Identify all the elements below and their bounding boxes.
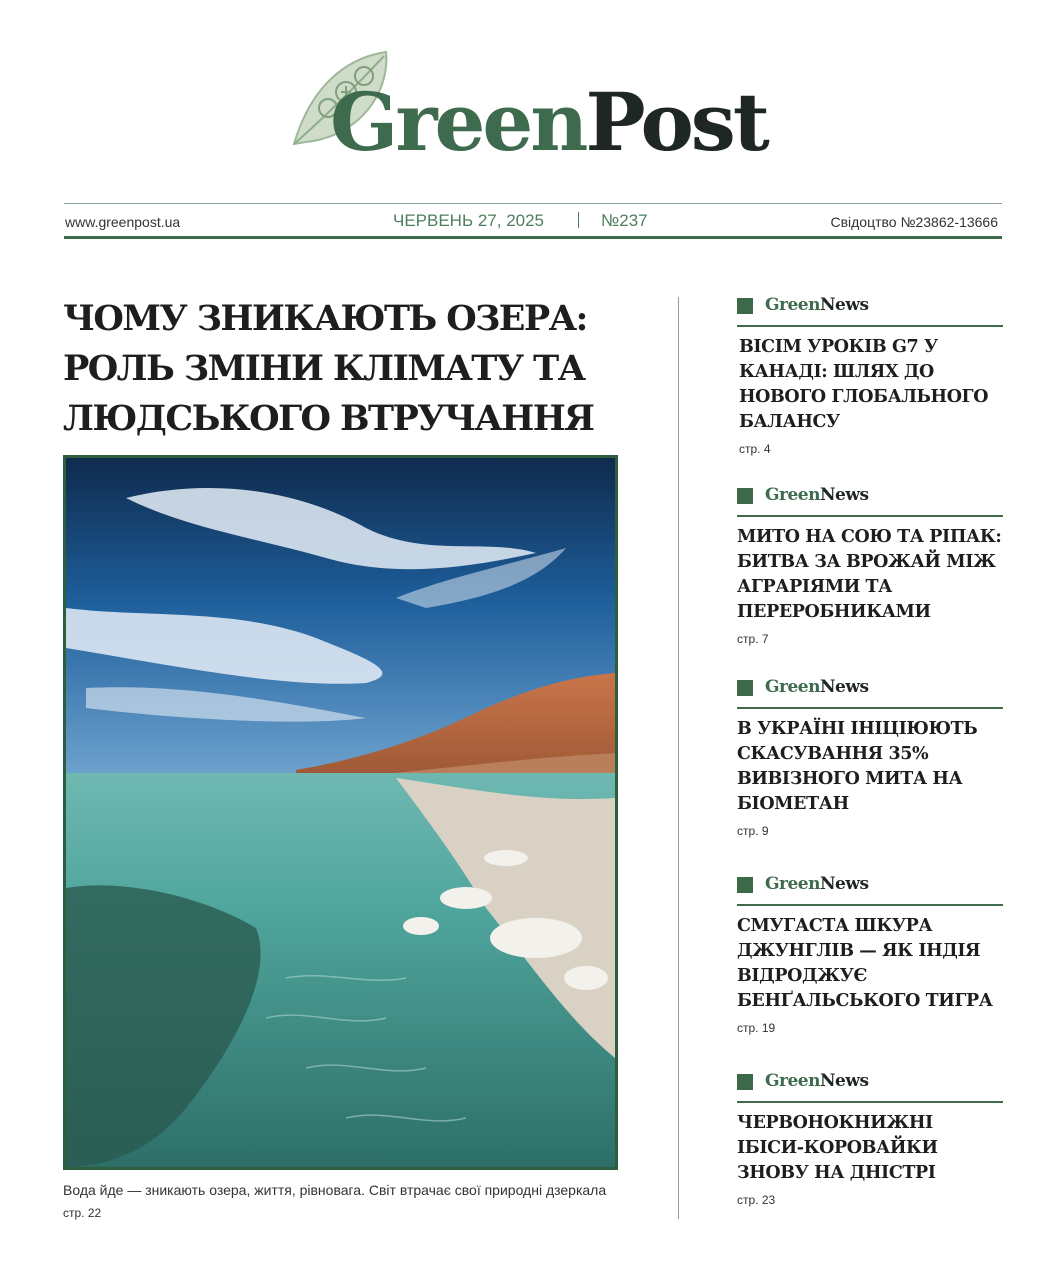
news-label-green: Green bbox=[765, 295, 820, 315]
news-page-reference: стр. 9 bbox=[737, 824, 769, 838]
square-bullet-icon bbox=[737, 877, 753, 893]
news-label-news: News bbox=[819, 1071, 869, 1091]
main-photo[interactable] bbox=[63, 455, 618, 1170]
news-page-reference: стр. 23 bbox=[737, 1193, 776, 1207]
news-headline[interactable]: МИТО НА СОЮ ТА РІПАК: БИТВА ЗА ВРОЖАЙ МІЖ АГРАРІЯМИ ТА ПЕРЕРОБНИКАМИ bbox=[737, 527, 1002, 622]
news-label bbox=[737, 1073, 1003, 1099]
news-page-reference: стр. 19 bbox=[737, 1021, 776, 1035]
news-rule bbox=[737, 707, 1003, 709]
news-item[interactable] bbox=[737, 487, 1003, 646]
news-label-green: Green bbox=[765, 485, 820, 505]
news-rule bbox=[737, 515, 1003, 517]
news-rule bbox=[737, 904, 1003, 906]
square-bullet-icon bbox=[737, 298, 753, 314]
square-bullet-icon bbox=[737, 1074, 753, 1090]
news-section-title bbox=[765, 1071, 869, 1091]
issue-number: №237 bbox=[601, 211, 648, 230]
news-label bbox=[737, 876, 1003, 902]
news-label bbox=[737, 487, 1003, 513]
news-section-title bbox=[765, 677, 869, 697]
greenpost-logo[interactable] bbox=[282, 40, 782, 180]
square-bullet-icon bbox=[737, 488, 753, 504]
news-headline[interactable]: ВІСІМ УРОКІВ G7 У КАНАДІ: ШЛЯХ ДО НОВОГО ГЛОБАЛЬНОГО БАЛАНСУ bbox=[739, 337, 989, 432]
news-item[interactable] bbox=[737, 876, 1003, 1035]
issue-info bbox=[393, 211, 648, 231]
news-label-news: News bbox=[819, 485, 869, 505]
website-link[interactable]: www.greenpost.ua bbox=[65, 214, 181, 230]
masthead-bottom-rule bbox=[64, 236, 1002, 239]
news-label-news: News bbox=[819, 677, 869, 697]
news-item[interactable] bbox=[737, 1073, 1003, 1207]
logo-green: Green bbox=[330, 75, 586, 169]
news-headline[interactable]: СМУГАСТА ШКУРА ДЖУНГЛІВ — ЯК ІНДІЯ ВІДРОДЖУЄ БЕНҐАЛЬСЬКОГО ТИГРА bbox=[737, 916, 993, 1011]
news-item[interactable] bbox=[737, 679, 1003, 838]
lake-shore-illustration bbox=[66, 458, 615, 1167]
news-section-title bbox=[765, 874, 869, 894]
news-item[interactable] bbox=[737, 297, 1003, 456]
news-rule bbox=[737, 325, 1003, 327]
issue-separator bbox=[578, 212, 579, 228]
news-label bbox=[737, 679, 1003, 705]
masthead-top-rule bbox=[64, 203, 1002, 204]
news-label-news: News bbox=[819, 874, 869, 894]
certificate-number: Свідоцтво №23862-13666 bbox=[830, 214, 998, 230]
news-label-green: Green bbox=[765, 1071, 820, 1091]
news-label-news: News bbox=[819, 295, 869, 315]
logo-wordmark bbox=[330, 75, 767, 169]
main-page-reference: стр. 22 bbox=[63, 1206, 102, 1220]
news-label bbox=[737, 297, 1003, 323]
news-headline[interactable]: ЧЕРВОНОКНИЖНІ ІБІСИ-КОРОВАЙКИ ЗНОВУ НА ДНІСТРІ bbox=[737, 1113, 938, 1183]
logo-post: Post bbox=[585, 75, 767, 169]
news-page-reference: стр. 4 bbox=[739, 442, 771, 456]
issue-date: ЧЕРВЕНЬ 27, 2025 bbox=[393, 211, 545, 230]
column-divider bbox=[678, 297, 679, 1219]
news-label-green: Green bbox=[765, 874, 820, 894]
main-headline[interactable]: ЧОМУ ЗНИКАЮТЬ ОЗЕРА: РОЛЬ ЗМІНИ КЛІМАТУ ТА ЛЮДСЬКОГО ВТРУЧАННЯ bbox=[63, 298, 594, 439]
news-section-title bbox=[765, 295, 869, 315]
news-label-green: Green bbox=[765, 677, 820, 697]
photo-caption: Вода йде — зникають озера, життя, рівновага. Світ втрачає свої природні дзеркала bbox=[63, 1182, 607, 1198]
news-page-reference: стр. 7 bbox=[737, 632, 769, 646]
news-rule bbox=[737, 1101, 1003, 1103]
square-bullet-icon bbox=[737, 680, 753, 696]
news-section-title bbox=[765, 485, 869, 505]
news-headline[interactable]: В УКРАЇНІ ІНІЦІЮЮТЬ СКАСУВАННЯ 35% ВИВІЗНОГО МИТА НА БІОМЕТАН bbox=[737, 719, 978, 814]
